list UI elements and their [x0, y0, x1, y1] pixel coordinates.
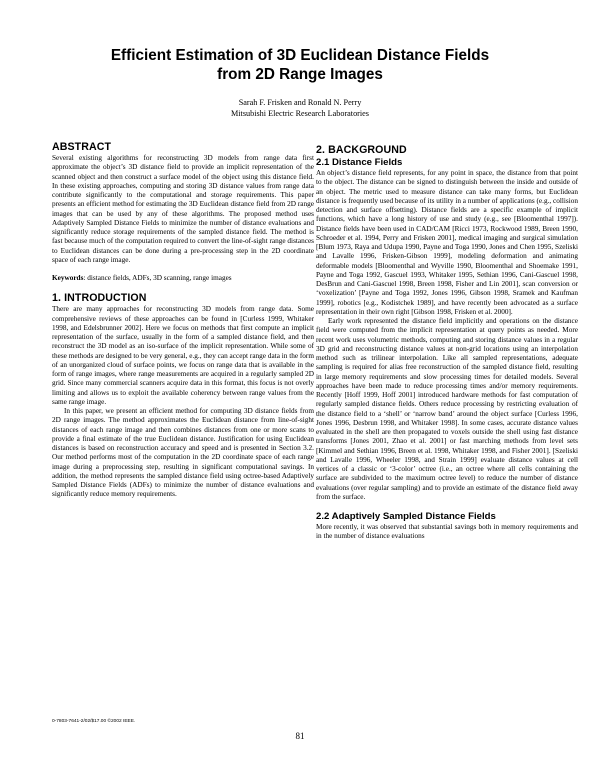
title-line-1: Efficient Estimation of 3D Euclidean Distance Fields: [110, 47, 490, 64]
authors: Sarah F. Frisken and Ronald N. Perry: [238, 98, 362, 107]
copyright-notice: 0-7803-7641-2/02/$17.00 ©2002 IEEE.: [52, 719, 136, 724]
introduction-paragraph-2: In this paper, we present an efficient method for computing 3D distance fields from 2D range images. The method approximates the Euclidean distance from line-of-sight distances of each range image and then combines distances from one or more scans to provide a final estimate of the true Euclidean distance. Justification for using Euclidean distances is based on reconstruction accuracy and speed and is presented in Section 3.2. Our method performs most of the computation in the 2D coordinate space of each range image during a preprocessing step, resulting in significant computational savings. In addition, the method represents the sampled distance field using octree-based Adaptively Sampled Distance Fields (ADFs) to minimize the number of distance evaluations and significantly reduce memory requirements.: [52, 407, 314, 499]
keywords: [52, 274, 314, 283]
introduction-heading: 1. INTRODUCTION: [52, 292, 147, 305]
title-line-2: from 2D Range Images: [217, 66, 383, 83]
keywords-list: : distance fields, ADFs, 3D scanning, range images: [83, 274, 232, 282]
introduction-paragraph-1: There are many approaches for reconstructing 3D models from range data. Some comprehensive reviews of these approaches can be found in [Curless 1999, Whitaker 1998, and Edelsbrunner 2002]. Here we focus on methods that first compute an implicit representation of the surface, usually in the form of a sampled distance field, and then reconstruct the 3D model as an iso-surface of the implicit representation. While some of these methods are designed to be very general, e.g., they can accept range data in the form of an unorganized cloud of surface points, we focus on range data that is available in the form of range images, where range measurements are acquired in a regularly sampled 2D grid. Since many commercial scanners acquire data in this format, this focus is not overly limiting and allows us to exploit the available coherency between range values from the same range image.: [52, 305, 314, 406]
paper-title: [0, 46, 600, 84]
abstract-heading: ABSTRACT: [52, 141, 112, 153]
adf-heading: 2.2 Adaptively Sampled Distance Fields: [316, 511, 496, 522]
left-column: [52, 141, 314, 500]
right-column: [316, 141, 578, 542]
page-number: 81: [295, 731, 305, 741]
background-paragraph-2: Early work represented the distance field implicitly and operations on the distance field were computed from the implicit representation at query points as needed. More recent work uses volumetric methods, computing and storing distance values in a regular 3D grid and reconstructing distance values at non-grid locations using an interpolation method such as trilinear interpolation. Like all sampled representations, adequate sampling is required for alias free reconstruction of the sampled distance field, resulting in large memory requirements and slow processing times for detailed models. Several approaches have been made to reduce processing times and/or memory requirements. Recently [Hoff 1999, Hoff 2001] introduced hardware methods for fast computation of regularly sampled distance fields. Others reduce processing by restricting evaluation of the distance field to a ‘shell’ or ‘narrow band’ around the object surface [Curless 1996, Jones 1996, Desbrun 1998, and Whitaker 1998]. In some cases, accurate distance values evaluated in the shell are then propagated to voxels outside the shell using fast distance transforms [Jones 2001, Zhao et al. 2001] or fast marching methods from level sets [Kimmel and Sethian 1996, Breen et al. 1998, Whitaker 1998, and Fisher 2001]. [Szeliski and Lavalle 1996, Wheeler 1998, and Strain 1999] evaluate distance values at cell vertices of a classic or ‘3-color’ octree (i.e., an octree where all cells containing the surface are subdivided to the maximum octree level) to reduce the number of distance evaluations (over regular sampling) and to provide an estimate of the distance field away from the surface.: [316, 317, 578, 501]
abstract-text: Several existing algorithms for reconstructing 3D models from range data first approximate the object’s 3D distance field to provide an implicit representation of the scanned object and then construct a surface model of the object using this distance field. In these existing approaches, computing and storing 3D distance values from range data contribute significantly to the computational and storage requirements. This paper presents an efficient method for estimating the 3D Euclidean distance field from 2D range images that can be used by any of these algorithms. The proposed method uses Adaptively Sampled Distance Fields to minimize the number of distance evaluations and significantly reduce storage requirements of the sampled distance field. The method is fast because much of the computation required to convert the line-of-sight range distances to Euclidean distances can be done during a pre-processing step in the 2D coordinate space of each range image.: [52, 154, 314, 264]
affiliation: Mitsubishi Electric Research Laboratories: [230, 108, 369, 118]
author-block: [0, 98, 600, 119]
background-paragraph-1: An object’s distance field represents, for any point in space, the distance from that point to the object. The distance can be signed to distinguish between the inside and outside of an object. The metric used to measure distance can take many forms, but Euclidean distance is frequently used because of its utility in a number of applications (e.g., collision detection and surface offsetting). Distance fields are a specific example of implicit functions, which have a long history of use and study (e.g., see [Bloomenthal 1997]). Distance fields have been used in CAD/CAM [Ricci 1973, Rockwood 1989, Breen 1990, Schroeder et al. 1994, Perry and Frisken 2001], medical imaging and surgical simulation [Blum 1973, Raya and Udupa 1990, Payne and Toga 1990, Jones and Chen 1995, Szeliski and Lavalle 1996, Frisken-Gibson 1999], modeling deformation and animating deformable models [Bloomenthal and Wyville 1990, Bloomenthal and Shoemake 1991, Payne and Toga 1992, Gascuel 1993, Whitaker 1995, Sethian 1996, Cani-Gascuel 1998, DesBrun and Cani-Gascuel 1998, Breen 1998, Fisher and Lin 2001], scan conversion or ‘voxelization’ [Payne and Toga 1992, Jones 1996, Gibson 1998, Sramek and Kaufman 1999], robotics [e.g., Kodistchek 1989], and have recently been advocated as a surface representation in their own right [Gibson 1998, Frisken et al. 2000].: [316, 169, 578, 316]
background-heading: 2. BACKGROUND: [316, 144, 407, 156]
keywords-label: Keywords: [52, 274, 84, 282]
distance-fields-heading: 2.1 Distance Fields: [316, 157, 403, 168]
background-paragraph-3: More recently, it was observed that substantial savings both in memory requirements and in the number of distance evaluations: [316, 523, 578, 541]
